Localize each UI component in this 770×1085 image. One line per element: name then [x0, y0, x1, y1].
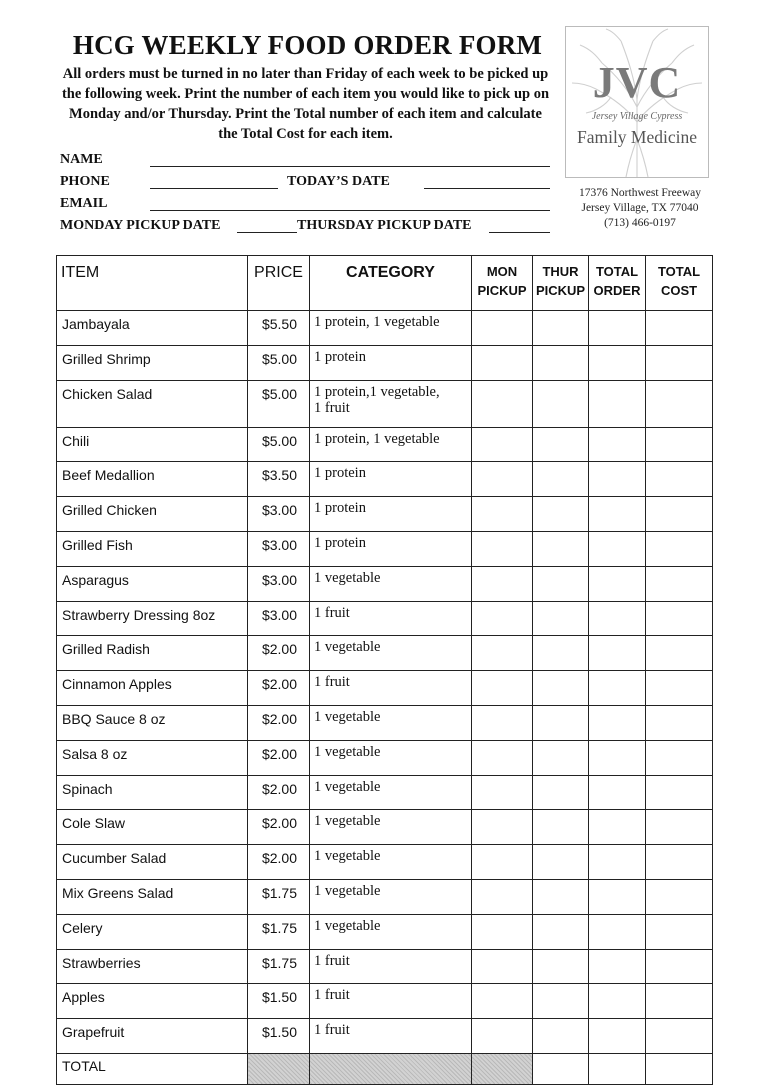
total-cost-cell[interactable]: [646, 462, 713, 497]
total-cost-cell[interactable]: [646, 380, 713, 427]
item-name: Chicken Salad: [57, 380, 248, 427]
total-cost-cell[interactable]: [646, 636, 713, 671]
header-thur-pickup: THUR PICKUP: [533, 256, 589, 311]
thur-pickup-cell[interactable]: [533, 427, 589, 462]
logo-letters: JVC: [592, 58, 682, 107]
total-cost-cell[interactable]: [646, 949, 713, 984]
header-total-cost: TOTAL COST: [646, 256, 713, 311]
total-cost-cell[interactable]: [646, 914, 713, 949]
item-price: $1.75: [248, 914, 310, 949]
item-price: $2.00: [248, 671, 310, 706]
total-cost-cell[interactable]: [646, 740, 713, 775]
thur-pickup-cell[interactable]: [533, 636, 589, 671]
item-price: $5.00: [248, 427, 310, 462]
table-row: [57, 497, 713, 532]
table-row: [57, 345, 713, 380]
total-row: [57, 1053, 713, 1084]
total-cost-cell[interactable]: [646, 497, 713, 532]
thur-pickup-cell[interactable]: [533, 949, 589, 984]
total-label: TOTAL: [57, 1053, 248, 1084]
item-name: Grilled Chicken: [57, 497, 248, 532]
item-price: $1.50: [248, 984, 310, 1019]
table-row: [57, 380, 713, 427]
table-row: [57, 636, 713, 671]
thursday-pickup-label: THURSDAY PICKUP DATE: [297, 218, 472, 233]
item-name: Celery: [57, 914, 248, 949]
total-cost-cell[interactable]: [646, 984, 713, 1019]
total-order-cell[interactable]: [589, 380, 646, 427]
total-order-cell[interactable]: [589, 984, 646, 1019]
total-cost-cell[interactable]: [646, 531, 713, 566]
item-name: Cole Slaw: [57, 810, 248, 845]
item-category: 1 protein, 1 vegetable: [310, 311, 472, 346]
total-order-cell[interactable]: [589, 636, 646, 671]
item-name: Spinach: [57, 775, 248, 810]
item-price: $5.50: [248, 311, 310, 346]
item-price: $3.00: [248, 566, 310, 601]
table-row: [57, 775, 713, 810]
mon-pickup-cell[interactable]: [472, 705, 533, 740]
item-category: 1 vegetable: [310, 705, 472, 740]
mon-pickup-cell[interactable]: [472, 775, 533, 810]
item-name: Grilled Shrimp: [57, 345, 248, 380]
clinic-phone: (713) 466-0197: [604, 217, 676, 229]
item-category: 1 vegetable: [310, 914, 472, 949]
item-category: 1 vegetable: [310, 740, 472, 775]
item-category: 1 protein: [310, 497, 472, 532]
total-cost-cell[interactable]: [646, 345, 713, 380]
item-category: 1 vegetable: [310, 636, 472, 671]
mon-pickup-cell[interactable]: [472, 671, 533, 706]
mon-pickup-cell[interactable]: [472, 345, 533, 380]
thur-pickup-cell[interactable]: [533, 810, 589, 845]
logo-script: Jersey Village Cypress: [591, 111, 683, 122]
header-total-order: TOTAL ORDER: [589, 256, 646, 311]
item-category: 1 vegetable: [310, 845, 472, 880]
item-name: Beef Medallion: [57, 462, 248, 497]
item-category: 1 vegetable: [310, 566, 472, 601]
total-cost-cell[interactable]: [646, 879, 713, 914]
total-cost-sum-cell[interactable]: [646, 1053, 713, 1084]
total-cost-cell[interactable]: [646, 775, 713, 810]
item-category: 1 fruit: [310, 984, 472, 1019]
item-price: $3.50: [248, 462, 310, 497]
item-name: Jambayala: [57, 311, 248, 346]
address-street: 17376 Northwest Freeway: [578, 187, 701, 199]
table-row: [57, 879, 713, 914]
item-name: Mix Greens Salad: [57, 879, 248, 914]
total-cost-cell[interactable]: [646, 705, 713, 740]
table-row: [57, 601, 713, 636]
form-title: HCG WEEKLY FOOD ORDER FORM: [72, 30, 543, 60]
item-price: $5.00: [248, 345, 310, 380]
total-shaded-cell: [472, 1053, 533, 1084]
item-name: Grilled Fish: [57, 531, 248, 566]
total-cost-cell[interactable]: [646, 810, 713, 845]
total-order-sum-cell[interactable]: [589, 1053, 646, 1084]
total-order-cell[interactable]: [589, 345, 646, 380]
item-price: $1.50: [248, 1019, 310, 1054]
item-name: Strawberries: [57, 949, 248, 984]
item-name: Salsa 8 oz: [57, 740, 248, 775]
thur-pickup-cell[interactable]: [533, 705, 589, 740]
thur-pickup-cell[interactable]: [533, 462, 589, 497]
mon-pickup-cell[interactable]: [472, 949, 533, 984]
clinic-address: [565, 186, 715, 231]
table-row: [57, 984, 713, 1019]
thur-pickup-cell[interactable]: [533, 879, 589, 914]
item-price: $2.00: [248, 775, 310, 810]
header-mon-pickup: MON PICKUP: [472, 256, 533, 311]
item-category: 1 fruit: [310, 1019, 472, 1054]
mon-pickup-cell[interactable]: [472, 984, 533, 1019]
table-row: [57, 845, 713, 880]
thur-pickup-cell[interactable]: [533, 566, 589, 601]
order-table: [56, 255, 713, 1085]
total-order-cell[interactable]: [589, 427, 646, 462]
table-row: [57, 566, 713, 601]
total-order-cell[interactable]: [589, 879, 646, 914]
thur-pickup-cell[interactable]: [533, 914, 589, 949]
table-row: [57, 462, 713, 497]
total-order-cell[interactable]: [589, 311, 646, 346]
total-order-cell[interactable]: [589, 775, 646, 810]
item-name: Cinnamon Apples: [57, 671, 248, 706]
item-name: Cucumber Salad: [57, 845, 248, 880]
table-row: [57, 531, 713, 566]
name-label: NAME: [60, 152, 103, 167]
item-price: $2.00: [248, 845, 310, 880]
total-order-cell[interactable]: [589, 810, 646, 845]
table-row: [57, 427, 713, 462]
mon-pickup-cell[interactable]: [472, 311, 533, 346]
mon-pickup-cell[interactable]: [472, 427, 533, 462]
thur-pickup-cell[interactable]: [533, 775, 589, 810]
thur-pickup-cell[interactable]: [533, 531, 589, 566]
item-price: $2.00: [248, 740, 310, 775]
item-price: $1.75: [248, 949, 310, 984]
mon-pickup-cell[interactable]: [472, 497, 533, 532]
table-row: [57, 740, 713, 775]
item-category: 1 fruit: [310, 601, 472, 636]
table-header: [57, 256, 713, 311]
table-row: [57, 949, 713, 984]
thur-pickup-cell[interactable]: [533, 740, 589, 775]
mon-pickup-cell[interactable]: [472, 810, 533, 845]
item-category: 1 protein: [310, 531, 472, 566]
item-category: 1 fruit: [310, 949, 472, 984]
clinic-logo: [565, 26, 709, 178]
total-order-cell[interactable]: [589, 462, 646, 497]
monday-pickup-field[interactable]: [237, 232, 297, 233]
total-cost-cell[interactable]: [646, 845, 713, 880]
name-field[interactable]: [150, 166, 550, 167]
total-shaded-cell: [310, 1053, 472, 1084]
total-order-cell[interactable]: [589, 740, 646, 775]
total-order-cell[interactable]: [589, 497, 646, 532]
item-category: 1 vegetable: [310, 879, 472, 914]
phone-field[interactable]: [150, 188, 278, 189]
item-category: 1 vegetable: [310, 775, 472, 810]
total-order-cell[interactable]: [589, 671, 646, 706]
table-row: [57, 914, 713, 949]
item-category: 1 protein: [310, 345, 472, 380]
item-category: 1 protein, 1 vegetable: [310, 427, 472, 462]
total-order-cell[interactable]: [589, 601, 646, 636]
total-order-cell[interactable]: [589, 949, 646, 984]
total-order-cell[interactable]: [589, 914, 646, 949]
item-category: 1 protein: [310, 462, 472, 497]
thur-pickup-cell[interactable]: [533, 380, 589, 427]
mon-pickup-cell[interactable]: [472, 845, 533, 880]
item-price: $2.00: [248, 636, 310, 671]
item-price: $1.75: [248, 879, 310, 914]
thur-pickup-cell[interactable]: [533, 311, 589, 346]
item-name: Chili: [57, 427, 248, 462]
mon-pickup-cell[interactable]: [472, 879, 533, 914]
item-category: 1 fruit: [310, 671, 472, 706]
todays-date-field[interactable]: [424, 188, 550, 189]
mon-pickup-cell[interactable]: [472, 531, 533, 566]
logo-name: Family Medicine: [576, 127, 698, 147]
header-category: CATEGORY: [310, 256, 472, 311]
email-label: EMAIL: [60, 196, 108, 211]
table-row: [57, 671, 713, 706]
email-field[interactable]: [150, 210, 550, 211]
thur-pickup-cell[interactable]: [533, 497, 589, 532]
item-name: BBQ Sauce 8 oz: [57, 705, 248, 740]
header-item: ITEM: [57, 256, 248, 311]
item-price: $3.00: [248, 531, 310, 566]
address-city: Jersey Village, TX 77040: [581, 202, 699, 214]
thursday-pickup-field[interactable]: [489, 232, 550, 233]
total-order-cell[interactable]: [589, 566, 646, 601]
total-shaded-cell: [248, 1053, 310, 1084]
total-cost-cell[interactable]: [646, 601, 713, 636]
item-name: Grapefruit: [57, 1019, 248, 1054]
form-instructions: All orders must be turned in no later than Friday of each week to be picked up the following week. Print the number of each item you would like to pick up on Monday and/or Thursday. Print the Total number of each item and calculate the Total Cost for each item.: [61, 66, 550, 142]
total-order-cell[interactable]: [589, 845, 646, 880]
item-price: $3.00: [248, 497, 310, 532]
thur-pickup-cell[interactable]: [533, 845, 589, 880]
mon-pickup-cell[interactable]: [472, 636, 533, 671]
item-price: $3.00: [248, 601, 310, 636]
item-name: Strawberry Dressing 8oz: [57, 601, 248, 636]
item-name: Asparagus: [57, 566, 248, 601]
mon-pickup-cell[interactable]: [472, 914, 533, 949]
mon-pickup-cell[interactable]: [472, 462, 533, 497]
total-cost-cell[interactable]: [646, 311, 713, 346]
table-row: [57, 705, 713, 740]
item-price: $2.00: [248, 810, 310, 845]
item-price: $2.00: [248, 705, 310, 740]
total-cost-cell[interactable]: [646, 427, 713, 462]
table-row: [57, 311, 713, 346]
mon-pickup-cell[interactable]: [472, 566, 533, 601]
mon-pickup-cell[interactable]: [472, 380, 533, 427]
thur-pickup-cell[interactable]: [533, 984, 589, 1019]
item-category: 1 protein,1 vegetable, 1 fruit: [310, 380, 472, 427]
item-price: $5.00: [248, 380, 310, 427]
monday-pickup-label: MONDAY PICKUP DATE: [60, 218, 221, 233]
header-price: PRICE: [248, 256, 310, 311]
total-cost-cell[interactable]: [646, 671, 713, 706]
total-cost-cell[interactable]: [646, 566, 713, 601]
item-name: Apples: [57, 984, 248, 1019]
thur-pickup-cell[interactable]: [533, 601, 589, 636]
thur-pickup-cell[interactable]: [533, 345, 589, 380]
thur-pickup-cell[interactable]: [533, 671, 589, 706]
total-order-cell[interactable]: [589, 531, 646, 566]
item-category: 1 vegetable: [310, 810, 472, 845]
mon-pickup-cell[interactable]: [472, 601, 533, 636]
total-order-cell[interactable]: [589, 705, 646, 740]
table-row: [57, 810, 713, 845]
item-name: Grilled Radish: [57, 636, 248, 671]
mon-pickup-cell[interactable]: [472, 740, 533, 775]
total-thur-cell[interactable]: [533, 1053, 589, 1084]
todays-date-label: TODAY’S DATE: [287, 174, 390, 189]
phone-label: PHONE: [60, 174, 110, 189]
